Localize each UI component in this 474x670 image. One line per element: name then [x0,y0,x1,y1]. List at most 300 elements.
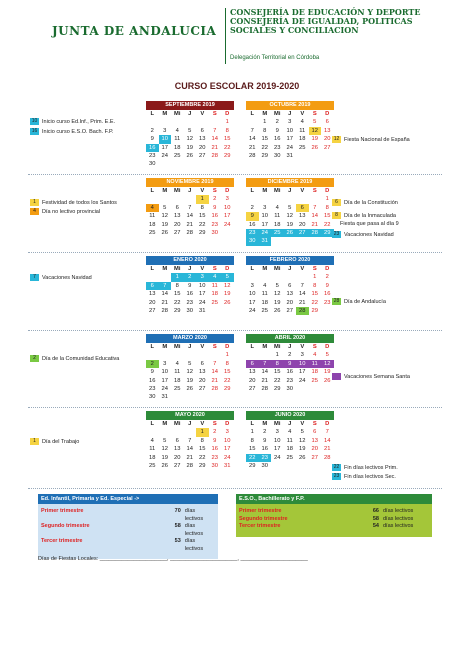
calendar-day: 9 [150,369,154,376]
day-header: M [162,188,168,194]
summary-secundaria [236,494,432,537]
calendar-day: 17 [286,136,293,143]
calendar-day: 4 [275,204,279,211]
calendar-day: 13 [299,213,306,220]
day-header: S [312,188,317,194]
legend-text: Día de la Comunidad Educativa [42,355,120,362]
calendar-day: 1 [275,352,279,359]
day-header: Mi [274,421,281,427]
day-header: J [288,111,292,117]
calendar-day: 2 [184,273,197,281]
calendar-day: 17 [261,221,268,228]
calendar-day: 11 [286,437,293,444]
calendar-day: 13 [311,437,318,444]
calendar-day: 26 [311,144,318,151]
calendar-day: 3 [300,352,304,359]
calendar-day: 27 [174,462,181,469]
calendar-day: 3 [263,204,267,211]
calendar-day: 26 [284,229,297,237]
calendar-day: 16 [186,291,193,298]
legend-swatch: 8 [332,212,341,219]
calendar-day: 16 [274,136,281,143]
legend-note [332,199,398,206]
day-header: L [150,344,155,350]
calendar-day: 13 [174,446,181,453]
calendar-day: 22 [224,144,231,151]
calendar-day: 4 [288,429,292,436]
calendar-day: 19 [161,221,168,228]
day-header: S [212,266,217,272]
calendar-month [146,101,234,169]
calendar-day: 19 [324,369,331,376]
calendar-day: 8 [250,437,254,444]
calendar-day: 21 [261,377,268,384]
day-header: Mi [274,344,281,350]
day-header: L [250,421,255,427]
day-header: M [162,111,168,117]
calendar-day: 25 [174,152,181,159]
summary-row [38,508,218,523]
calendar-day: 25 [271,229,284,237]
legend-swatch: 23 [333,473,340,479]
calendar-day: 25 [211,299,218,306]
calendar-day: 6 [246,360,259,368]
month-title: JUNIO 2020 [246,411,334,420]
summary-primaria [38,494,218,559]
calendar-day: 18 [311,369,318,376]
calendar-day: 13 [286,291,293,298]
trimestre-label: Segundo trimestre [41,523,90,529]
calendar-month [246,411,334,470]
calendar-day: 5 [188,360,192,367]
calendar-day: 19 [274,299,281,306]
calendar-day: 29 [311,307,318,314]
calendar-day: 29 [224,152,231,159]
calendar-day: 26 [161,229,168,236]
legend-swatch: 7 [30,274,39,281]
calendar-day: 21 [299,299,306,306]
day-header: D [225,344,230,350]
calendar-day: 18 [261,299,268,306]
legend-note [30,199,117,206]
calendar-day: 18 [149,454,156,461]
calendar-day: 17 [199,291,206,298]
calendar-day: 22 [199,221,206,228]
calendar-day: 4 [300,119,304,126]
day-header: V [200,188,205,194]
calendar-day: 31 [161,394,168,401]
calendar-day: 19 [224,291,231,298]
calendar-day: 23 [246,229,259,237]
calendar-day: 23 [149,385,156,392]
calendar-day: 14 [324,437,331,444]
calendar-day: 13 [324,127,331,134]
day-header: J [188,421,192,427]
calendar-day: 6 [146,282,159,290]
calendar-day: 12 [321,360,334,368]
calendar-day: 16 [286,369,293,376]
calendar-day: 7 [188,437,192,444]
calendar-day: 3 [288,119,292,126]
day-header: V [300,111,305,117]
calendar-day: 15 [199,213,206,220]
calendar-day: 26 [186,152,193,159]
day-header: Mi [274,266,281,272]
calendar-day: 5 [300,429,304,436]
calendar-day: 8 [175,282,179,289]
legend-note [30,274,92,281]
day-header: J [188,111,192,117]
calendar-day: 14 [211,369,218,376]
calendar-day: 30 [286,385,293,392]
calendar-month [146,178,234,237]
legend-note [30,438,79,445]
calendar-day: 3 [275,429,279,436]
day-header: V [200,266,205,272]
calendar-day: 5 [221,273,234,281]
calendar-day: 12 [186,136,193,143]
calendar-day: 4 [175,127,179,134]
calendar-day: 28 [186,229,193,236]
calendar-month [246,178,334,246]
calendar-day: 22 [174,299,181,306]
calendar-day: 10 [286,127,293,134]
calendar-day: 10 [224,204,231,211]
calendar-day: 7 [159,282,172,290]
calendar-day: 18 [286,446,293,453]
calendar-day: 20 [174,454,181,461]
day-header: L [150,188,155,194]
trimestre-label: Tercer trimestre [41,538,83,544]
calendar-day: 22 [199,454,206,461]
legend-note [332,212,396,219]
calendar-day: 29 [199,229,206,236]
month-title: MARZO 2020 [146,334,234,343]
calendar-day: 15 [274,369,281,376]
calendar-day: 29 [199,462,206,469]
calendar-day: 27 [324,144,331,151]
calendar-day: 5 [313,119,317,126]
calendar-day: 7 [213,127,217,134]
calendar-day: 14 [249,136,256,143]
calendar-day: 2 [146,360,159,368]
calendar-day: 11 [274,213,281,220]
dias-unit: días lectivos [383,508,414,514]
legend-swatch: 4 [30,208,39,215]
day-header: M [262,421,268,427]
calendar-day: 1 [171,273,184,281]
calendar-day: 18 [274,221,281,228]
calendar-day: 11 [309,360,322,368]
page-title: CURSO ESCOLAR 2019-2020 [174,81,300,91]
fiestas-locales: Días de Fiestas Locales: ______________________, ______________________, ______________________ [38,556,308,562]
calendar-day: 29 [261,152,268,159]
calendar-day: 12 [161,213,168,220]
calendar-day: 5 [163,437,167,444]
calendar-day: 6 [200,360,204,367]
row-divider [28,174,442,175]
day-header: S [312,111,317,117]
day-header: L [150,266,155,272]
calendar-day: 9 [150,136,154,143]
calendar-day: 30 [261,462,268,469]
day-header: V [200,344,205,350]
delegacion-text: Delegación Territorial en Córdoba [230,55,320,61]
calendar-day: 13 [174,213,181,220]
legend-swatch: 16 [31,128,38,134]
calendar-day: 8 [263,127,267,134]
calendar-day: 1 [225,352,229,359]
calendar-day: 26 [186,385,193,392]
calendar-day: 12 [161,446,168,453]
calendar-month [246,256,334,315]
legend-swatch: 10 [31,118,38,124]
calendar-day: 14 [261,369,268,376]
day-header: M [262,344,268,350]
day-header: S [212,111,217,117]
calendar-day: 24 [259,229,272,237]
calendar-day: 12 [309,127,322,135]
calendar-day: 19 [186,144,193,151]
calendar-day: 28 [296,307,309,315]
month-title: FEBRERO 2020 [246,256,334,265]
calendar-day: 2 [275,119,279,126]
calendar-day: 18 [174,377,181,384]
calendar-day: 5 [288,204,292,211]
dias-unit: días lectivos [184,523,204,537]
calendar-day: 1 [196,428,209,436]
legend-note [30,355,119,362]
calendar-day: 6 [288,282,292,289]
calendar-day: 31 [224,462,231,469]
calendar-day: 17 [161,377,168,384]
row-divider [28,330,442,331]
legend-swatch: 28 [333,298,340,304]
day-header: M [162,266,168,272]
calendar-day: 25 [174,385,181,392]
day-header: S [212,344,217,350]
calendar-day: 25 [149,229,156,236]
calendar-day: 27 [249,385,256,392]
calendar-day: 16 [146,144,159,152]
calendar-day: 23 [274,144,281,151]
calendar-day: 3 [196,273,209,281]
legend-text: Fin días lectivos Sec. [344,473,396,480]
calendar-day: 10 [296,360,309,368]
trimestre-label: Segundo trimestre [239,515,288,522]
calendar-day: 16 [249,221,256,228]
calendar-day: 19 [186,377,193,384]
calendar-day: 7 [213,360,217,367]
calendar-day: 18 [299,136,306,143]
summary-row [38,523,218,538]
calendar-day: 13 [249,369,256,376]
day-header: D [325,266,330,272]
calendar-day: 19 [286,221,293,228]
calendar-day: 24 [286,144,293,151]
day-header: L [250,111,255,117]
calendar-day: 21 [324,446,331,453]
legend-text: Fiesta que pasa al día 9 [340,221,399,227]
day-header: L [250,344,255,350]
calendar-day: 9 [263,437,267,444]
calendar-day: 24 [161,385,168,392]
day-header: Mi [174,421,181,427]
calendar-day: 11 [149,213,156,220]
calendar-day: 14 [211,136,218,143]
dias-unit: días lectivos [383,515,414,522]
calendar-day: 15 [224,369,231,376]
calendar-day: 23 [186,299,193,306]
calendar-day: 21 [161,299,168,306]
day-header: D [325,344,330,350]
day-header: D [325,421,330,427]
calendar-day: 8 [200,204,204,211]
calendar-day: 7 [313,204,317,211]
month-title: MAYO 2020 [146,411,234,420]
day-header: S [312,266,317,272]
calendar-day: 16 [149,377,156,384]
legend-swatch: 2 [30,355,39,362]
calendar-day: 25 [299,144,306,151]
month-title: DICIEMBRE 2019 [246,178,334,187]
day-header: J [188,188,192,194]
calendar-day: 27 [296,229,309,237]
day-header: L [250,266,255,272]
calendar-day: 3 [163,127,167,134]
calendar-day: 20 [149,299,156,306]
calendar-day: 4 [150,437,154,444]
summary-row [236,523,432,531]
calendar-day: 23 [324,299,331,306]
day-header: S [212,188,217,194]
calendar-day: 26 [224,299,231,306]
dias-count: 70 [174,508,181,514]
calendar-day: 19 [311,136,318,143]
calendar-day: 28 [309,229,322,237]
calendar-day: 28 [249,152,256,159]
calendar-day: 26 [161,462,168,469]
dias-count: 53 [174,538,181,544]
calendar-day: 20 [286,299,293,306]
calendar-day: 16 [261,446,268,453]
legend-swatch: 1 [30,199,39,206]
legend-swatch [332,373,341,380]
calendar-day: 7 [325,429,329,436]
calendar-day: 17 [274,446,281,453]
row-divider [28,488,442,489]
calendar-day: 17 [161,144,168,151]
calendar-day: 20 [199,144,206,151]
calendar-day: 2 [213,429,217,436]
day-header: V [300,266,305,272]
calendar-day: 13 [199,136,206,143]
day-header: Mi [174,266,181,272]
calendar-day: 29 [321,229,334,237]
calendar-day: 6 [175,204,179,211]
month-title: NOVIEMBRE 2019 [146,178,234,187]
calendar-day: 15 [249,446,256,453]
calendar-day: 21 [311,221,318,228]
dias-count: 58 [372,515,379,522]
month-title: SEPTIEMBRE 2019 [146,101,234,110]
calendar-day: 24 [224,221,231,228]
day-header: V [300,344,305,350]
row-divider [28,252,442,253]
calendar-day: 27 [311,454,318,461]
calendar-day: 14 [186,446,193,453]
calendar-day: 21 [211,377,218,384]
dias-unit: días lectivos [383,523,414,529]
calendar-day: 2 [263,429,267,436]
calendar-day: 26 [299,454,306,461]
calendar-day: 25 [311,377,318,384]
calendar-day: 8 [325,204,329,211]
day-header: D [225,188,230,194]
calendar-day: 17 [249,299,256,306]
calendar-day: 10 [199,282,206,289]
day-header: J [188,344,192,350]
calendar-day: 29 [249,462,256,469]
calendar-day: 24 [274,454,281,461]
calendar-day: 3 [250,282,254,289]
calendar-day: 8 [225,127,229,134]
day-header: M [262,188,268,194]
calendar-day: 23 [211,221,218,228]
calendar-day: 4 [209,273,222,281]
calendar-day: 8 [271,360,284,368]
calendar-day: 8 [313,282,317,289]
calendar-day: 22 [224,377,231,384]
day-header: J [288,266,292,272]
calendar-day: 5 [163,204,167,211]
calendar-day: 27 [199,152,206,159]
calendar-day: 3 [225,196,229,203]
legend-note [340,221,399,227]
calendar-day: 23 [149,152,156,159]
calendar-day: 1 [250,429,254,436]
calendar-day: 28 [211,152,218,159]
calendar-day: 24 [199,299,206,306]
calendar-day: 3 [163,360,167,367]
calendar-day: 2 [150,127,154,134]
legend-note [332,136,410,143]
legend-note [332,464,398,471]
calendar-day: 20 [249,377,256,384]
calendar-day: 30 [211,229,218,236]
calendar-day: 29 [274,385,281,392]
day-header: D [225,421,230,427]
consejeria-text: CONSEJERÍA DE EDUCACIÓN Y DEPORTE CONSEJERÍA DE IGUALDAD, POLITICAS SOCIALES Y CONCILIACION [230,7,421,35]
legend-swatch: 1 [30,438,39,445]
day-header: Mi [174,344,181,350]
calendar-day: 20 [174,221,181,228]
calendar-day: 25 [261,307,268,314]
day-header: M [262,266,268,272]
calendar-day: 21 [186,454,193,461]
calendar-day: 30 [149,394,156,401]
summary-row [38,538,218,553]
trimestre-label: Primer trimestre [41,508,84,514]
calendar-day: 7 [300,282,304,289]
calendar-day: 15 [174,291,181,298]
brand-logo-text: JUNTA DE ANDALUCIA [52,24,217,38]
day-header: L [150,111,155,117]
calendar-day: 7 [250,127,254,134]
calendar-day: 22 [246,454,259,462]
calendar-day: 14 [311,213,318,220]
calendar-day: 28 [324,454,331,461]
